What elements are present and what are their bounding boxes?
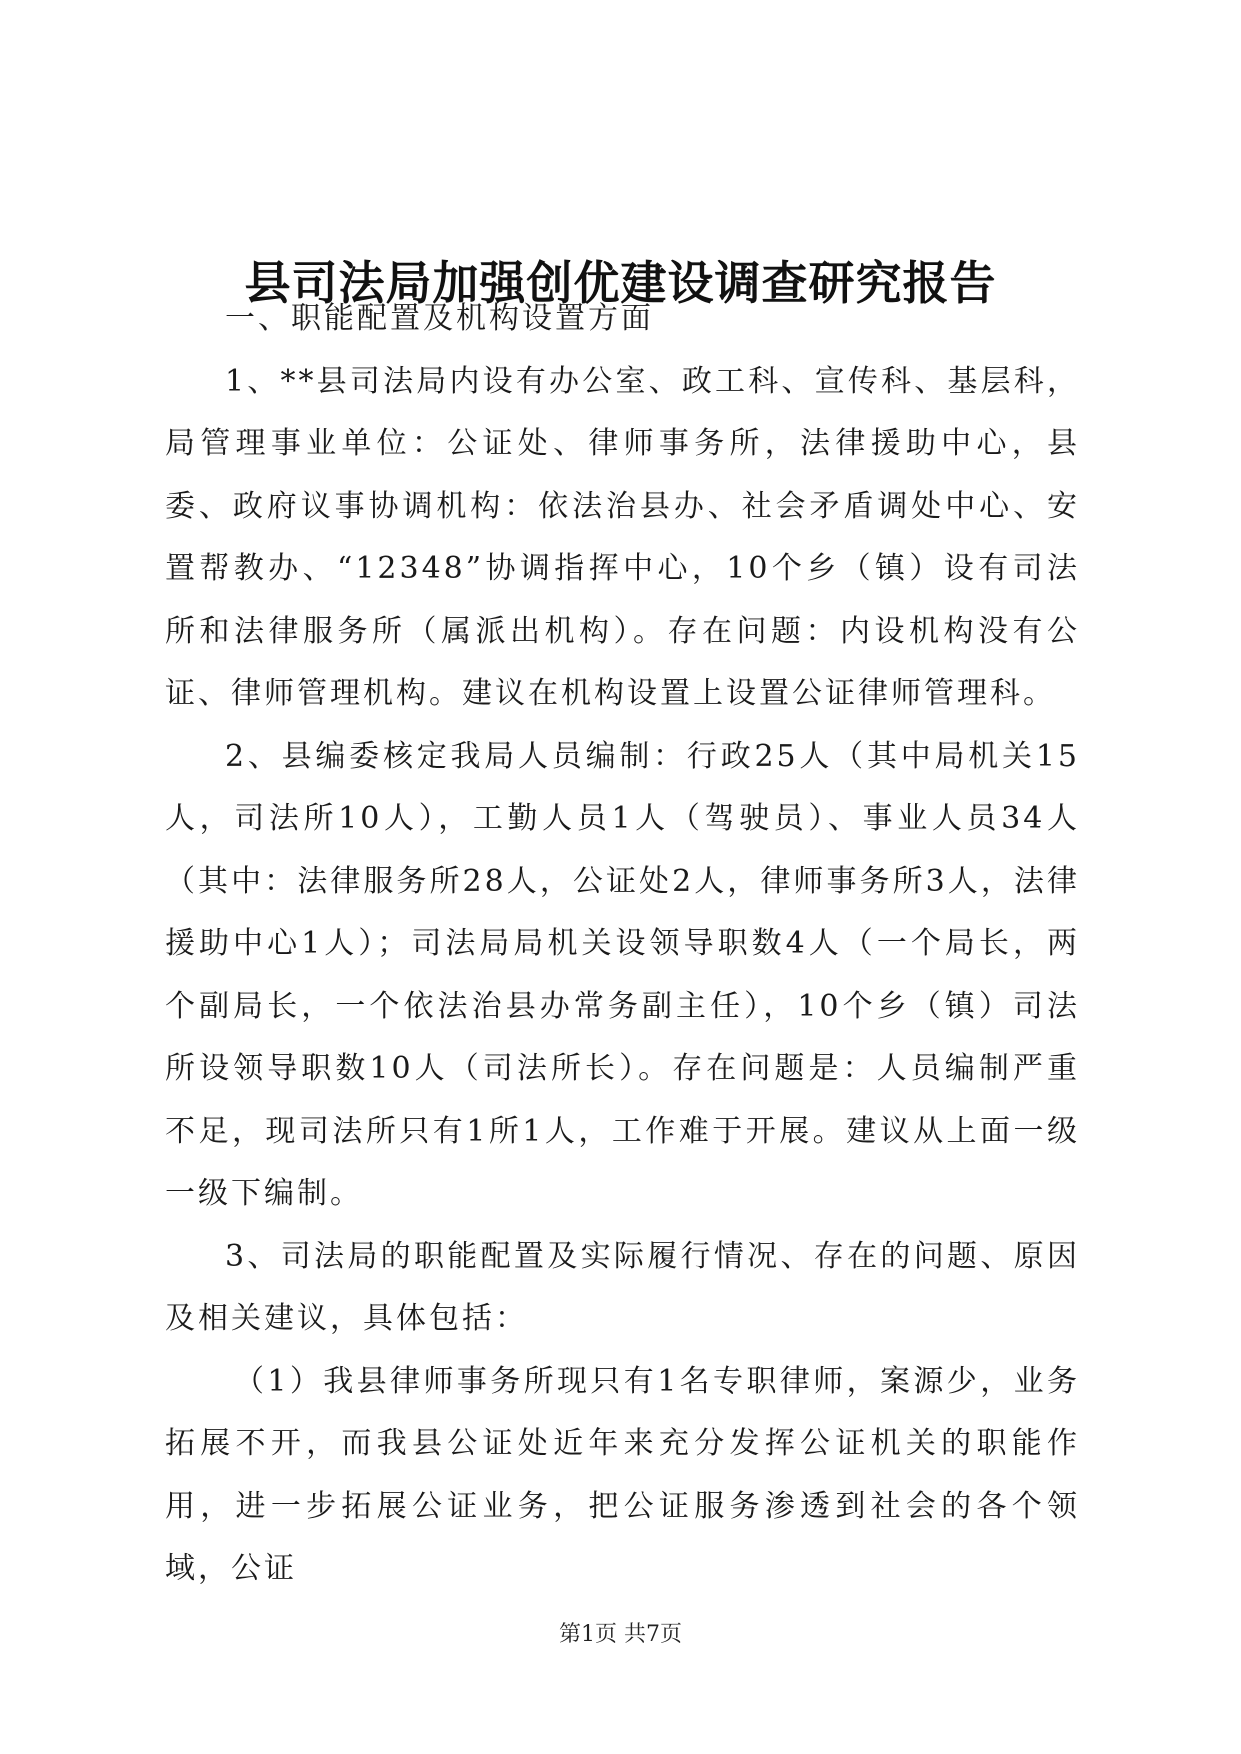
page-number: 第1页 共7页: [559, 1622, 682, 1647]
section-heading: 一、职能配置及机构设置方面: [225, 301, 654, 336]
paragraph-item-3: 3、司法局的职能配置及实际履行情况、存在的问题、原因及相关建议，具体包括：: [165, 1238, 1080, 1336]
paragraph-item-1: 1、**县司法局内设有办公室、政工科、宣传科、基层科，局管理事业单位：公证处、律师事务所，法律援助中心，县委、政府议事协调机构：依法治县办、社会矛盾调处中心、安置帮教办、“12348”协调指挥中心，10个乡（镇）设有司法所和法律服务所（属派出机构）。存在问题：内设机构没有公证、律师管理机构。建议在机构设置上设置公证律师管理科。: [165, 363, 1080, 711]
paragraph-subitem-1: （1）我县律师事务所现只有1名专职律师，案源少，业务拓展不开，而我县公证处近年来充分发挥公证机关的职能作用，进一步拓展公证业务，把公证服务渗透到社会的各个领域，公证: [165, 1363, 1080, 1586]
document-body: [165, 288, 1080, 1601]
document-title: 县司法局加强创优建设调查研究报告: [244, 255, 997, 310]
paragraph-item-2: 2、县编委核定我局人员编制：行政25人（其中局机关15人，司法所10人），工勤人员1人（驾驶员）、事业人员34人（其中：法律服务所28人，公证处2人，律师事务所3人，法律援助中心1人）；司法局局机关设领导职数4人（一个局长，两个副局长，一个依法治县办常务副主任），10个乡（镇）司法所设领导职数10人（司法所长）。存在问题是：人员编制严重不足，现司法所只有1所1人，工作难于开展。建议从上面一级一级下编制。: [165, 738, 1080, 1211]
